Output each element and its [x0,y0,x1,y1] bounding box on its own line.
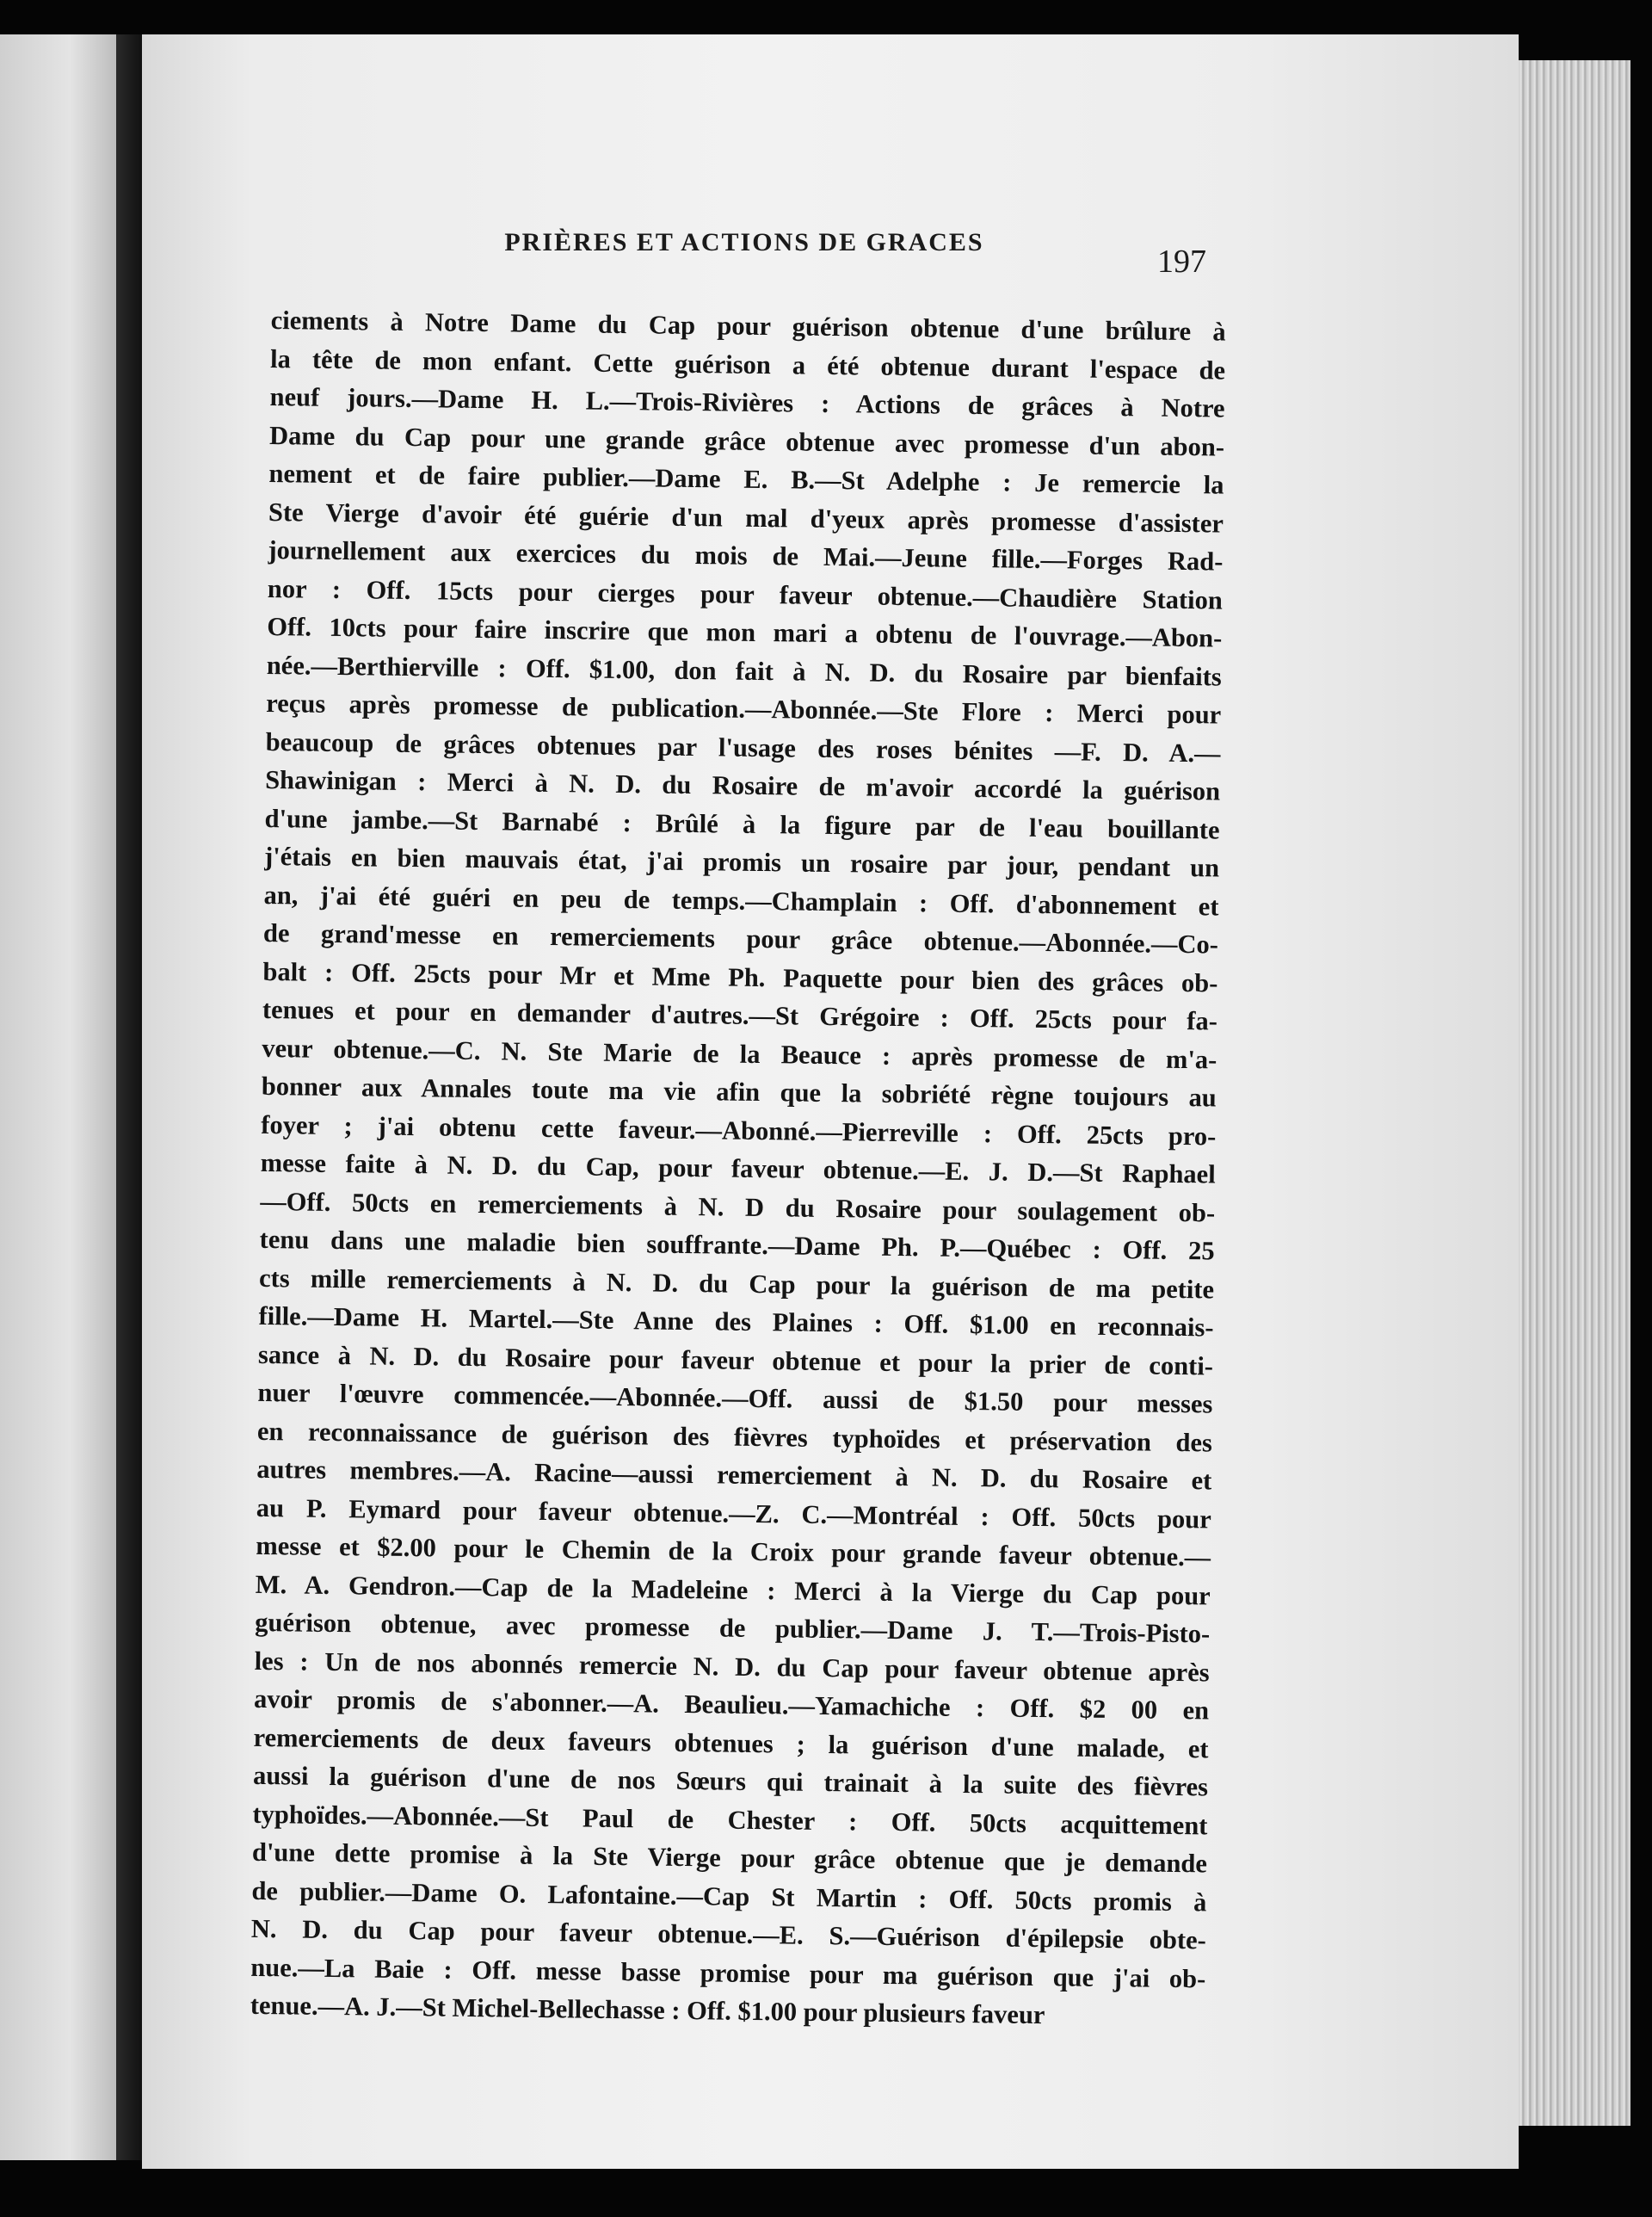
text-line: en reconnaissance de guérison des fièvres typhoïdes et préservation des [256,1416,1213,1457]
body-text [250,301,1226,2036]
text-line: avoir promis de s'abonner.—A. Beaulieu.—Yamachiche : Off. $2 00 en [253,1683,1210,1726]
text-line: bonner aux Annales toute ma vie afin que la sobriété règne toujours au [261,1071,1217,1113]
text-line: cts mille remerciements à N. D. du Cap pour la guérison de ma petite [258,1263,1215,1304]
page-edges-stack [1519,60,1630,2126]
text-line: aussi la guérison d'une de nos Sœurs qui trainait à la suite des fièvres [252,1760,1209,1802]
text-line: la tête de mon enfant. Cette guérison a été obtenue durant l'espace de [269,343,1226,386]
text-line: autres membres.—A. Racine—aussi remerciement à N. D. du Rosaire et [256,1454,1212,1496]
text-line: Ste Vierge d'avoir été guérie d'un mal d'yeux après promesse d'assister [268,497,1224,539]
text-line: au P. Eymard pour faveur obtenue.—Z. C.—Montréal : Off. 50cts pour [256,1492,1212,1534]
text-line: nue.—La Baie : Off. messe basse promise pour ma guérison que j'ai ob- [250,1952,1206,1993]
text-line: tenu dans une maladie bien souffrante.—Dame Ph. P.—Québec : Off. 25 [259,1224,1215,1266]
book-gutter [116,34,142,2160]
text-line: messe et $2.00 pour le Chemin de la Croix pour grande faveur obtenue.— [256,1530,1211,1572]
text-line: —Off. 50cts en remerciements à N. D du Rosaire pour soulagement ob- [260,1186,1216,1227]
text-line: typhoïdes.—Abonnée.—St Paul de Chester : Off. 50cts acquittement [252,1799,1208,1840]
text-line: N. D. du Cap pour faveur obtenue.—E. S.—Guérison d'épilepsie obte- [250,1913,1207,1955]
text-line: Dame du Cap pour une grande grâce obtenue avec promesse d'un abon- [268,420,1225,462]
text-line: Shawinigan : Merci à N. D. du Rosaire de m'avoir accordé la guérison [264,764,1221,806]
text-line: balt : Off. 25cts pour Mr et Mme Ph. Paquette pour bien des grâces ob- [262,956,1218,998]
text-line: guérison obtenue, avec promesse de publier.—Dame J. T.—Trois-Pisto- [255,1607,1211,1649]
text-line: journellement aux exercices du mois de Mai.—Jeune fille.—Forges Rad- [268,534,1224,577]
text-line: neuf jours.—Dame H. L.—Trois-Rivières : Actions de grâces à Notre [269,381,1225,423]
text-line: d'une dette promise à la Ste Vierge pour grâce obtenue que je demande [251,1837,1208,1879]
text-line: nement et de faire publier.—Dame E. B.—St Adelphe : Je remercie la [268,458,1224,500]
text-line: nor : Off. 15cts pour cierges pour faveur obtenue.—Chaudière Station [267,573,1224,615]
text-line: de publier.—Dame O. Lafontaine.—Cap St Martin : Off. 50cts promis à [251,1875,1207,1917]
text-line: M. A. Gendron.—Cap de la Madeleine : Merci à la Vierge du Cap pour [255,1569,1211,1610]
previous-page-edge [0,34,116,2160]
text-line: tenues et pour en demander d'autres.—St Grégoire : Off. 25cts pour fa- [262,994,1218,1036]
text-line: veur obtenue.—C. N. Ste Marie de la Beauce : après promesse de m'a- [262,1033,1217,1074]
text-line: foyer ; j'ai obtenu cette faveur.—Abonné.—Pierreville : Off. 25cts pro- [261,1109,1217,1151]
text-line: messe faite à N. D. du Cap, pour faveur obtenue.—E. J. D.—St Raphael [260,1147,1216,1189]
text-line: tenue.—A. J.—St Michel-Bellechasse : Off. $1.00 pour plusieurs faveur [250,1990,1045,2030]
text-line: remerciements de deux faveurs obtenues ; la guérison d'une malade, et [253,1722,1209,1763]
text-line: j'étais en bien mauvais état, j'ai promis un rosaire par jour, pendant un [263,841,1220,883]
text-line: Off. 10cts pour faire inscrire que mon mari a obtenu de l'ouvrage.—Abon- [267,611,1223,653]
text-line: les : Un de nos abonnés remercie N. D. du Cap pour faveur obtenue après [254,1646,1210,1687]
text-line: an, j'ai été guéri en peu de temps.—Champlain : Off. d'abonnement et [263,880,1219,922]
page-number: 197 [1157,244,1206,280]
text-line: beaucoup de grâces obtenues par l'usage des roses bénites —F. D. A.— [265,726,1221,769]
text-line: sance à N. D. du Rosaire pour faveur obtenue et pour la prier de conti- [257,1339,1214,1380]
text-line: ciements à Notre Dame du Cap pour guérison obtenue d'une brûlure à [270,305,1226,347]
text-line: fille.—Dame H. Martel.—Ste Anne des Plaines : Off. $1.00 en reconnais- [258,1300,1214,1343]
text-line: d'une jambe.—St Barnabé : Brûlé à la figure par de l'eau bouillante [264,803,1220,845]
text-line: née.—Berthierville : Off. $1.00, don fait à N. D. du Rosaire par bienfaits [266,650,1222,692]
text-line: reçus après promesse de publication.—Abonnée.—Ste Flore : Merci pour [266,688,1222,730]
text-line: de grand'messe en remerciements pour grâce obtenue.—Abonnée.—Co- [262,917,1219,960]
running-head: PRIÈRES ET ACTIONS DE GRACES [504,228,984,256]
text-line: nuer l'œuvre commencée.—Abonnée.—Off. aussi de $1.50 pour messes [257,1377,1213,1419]
